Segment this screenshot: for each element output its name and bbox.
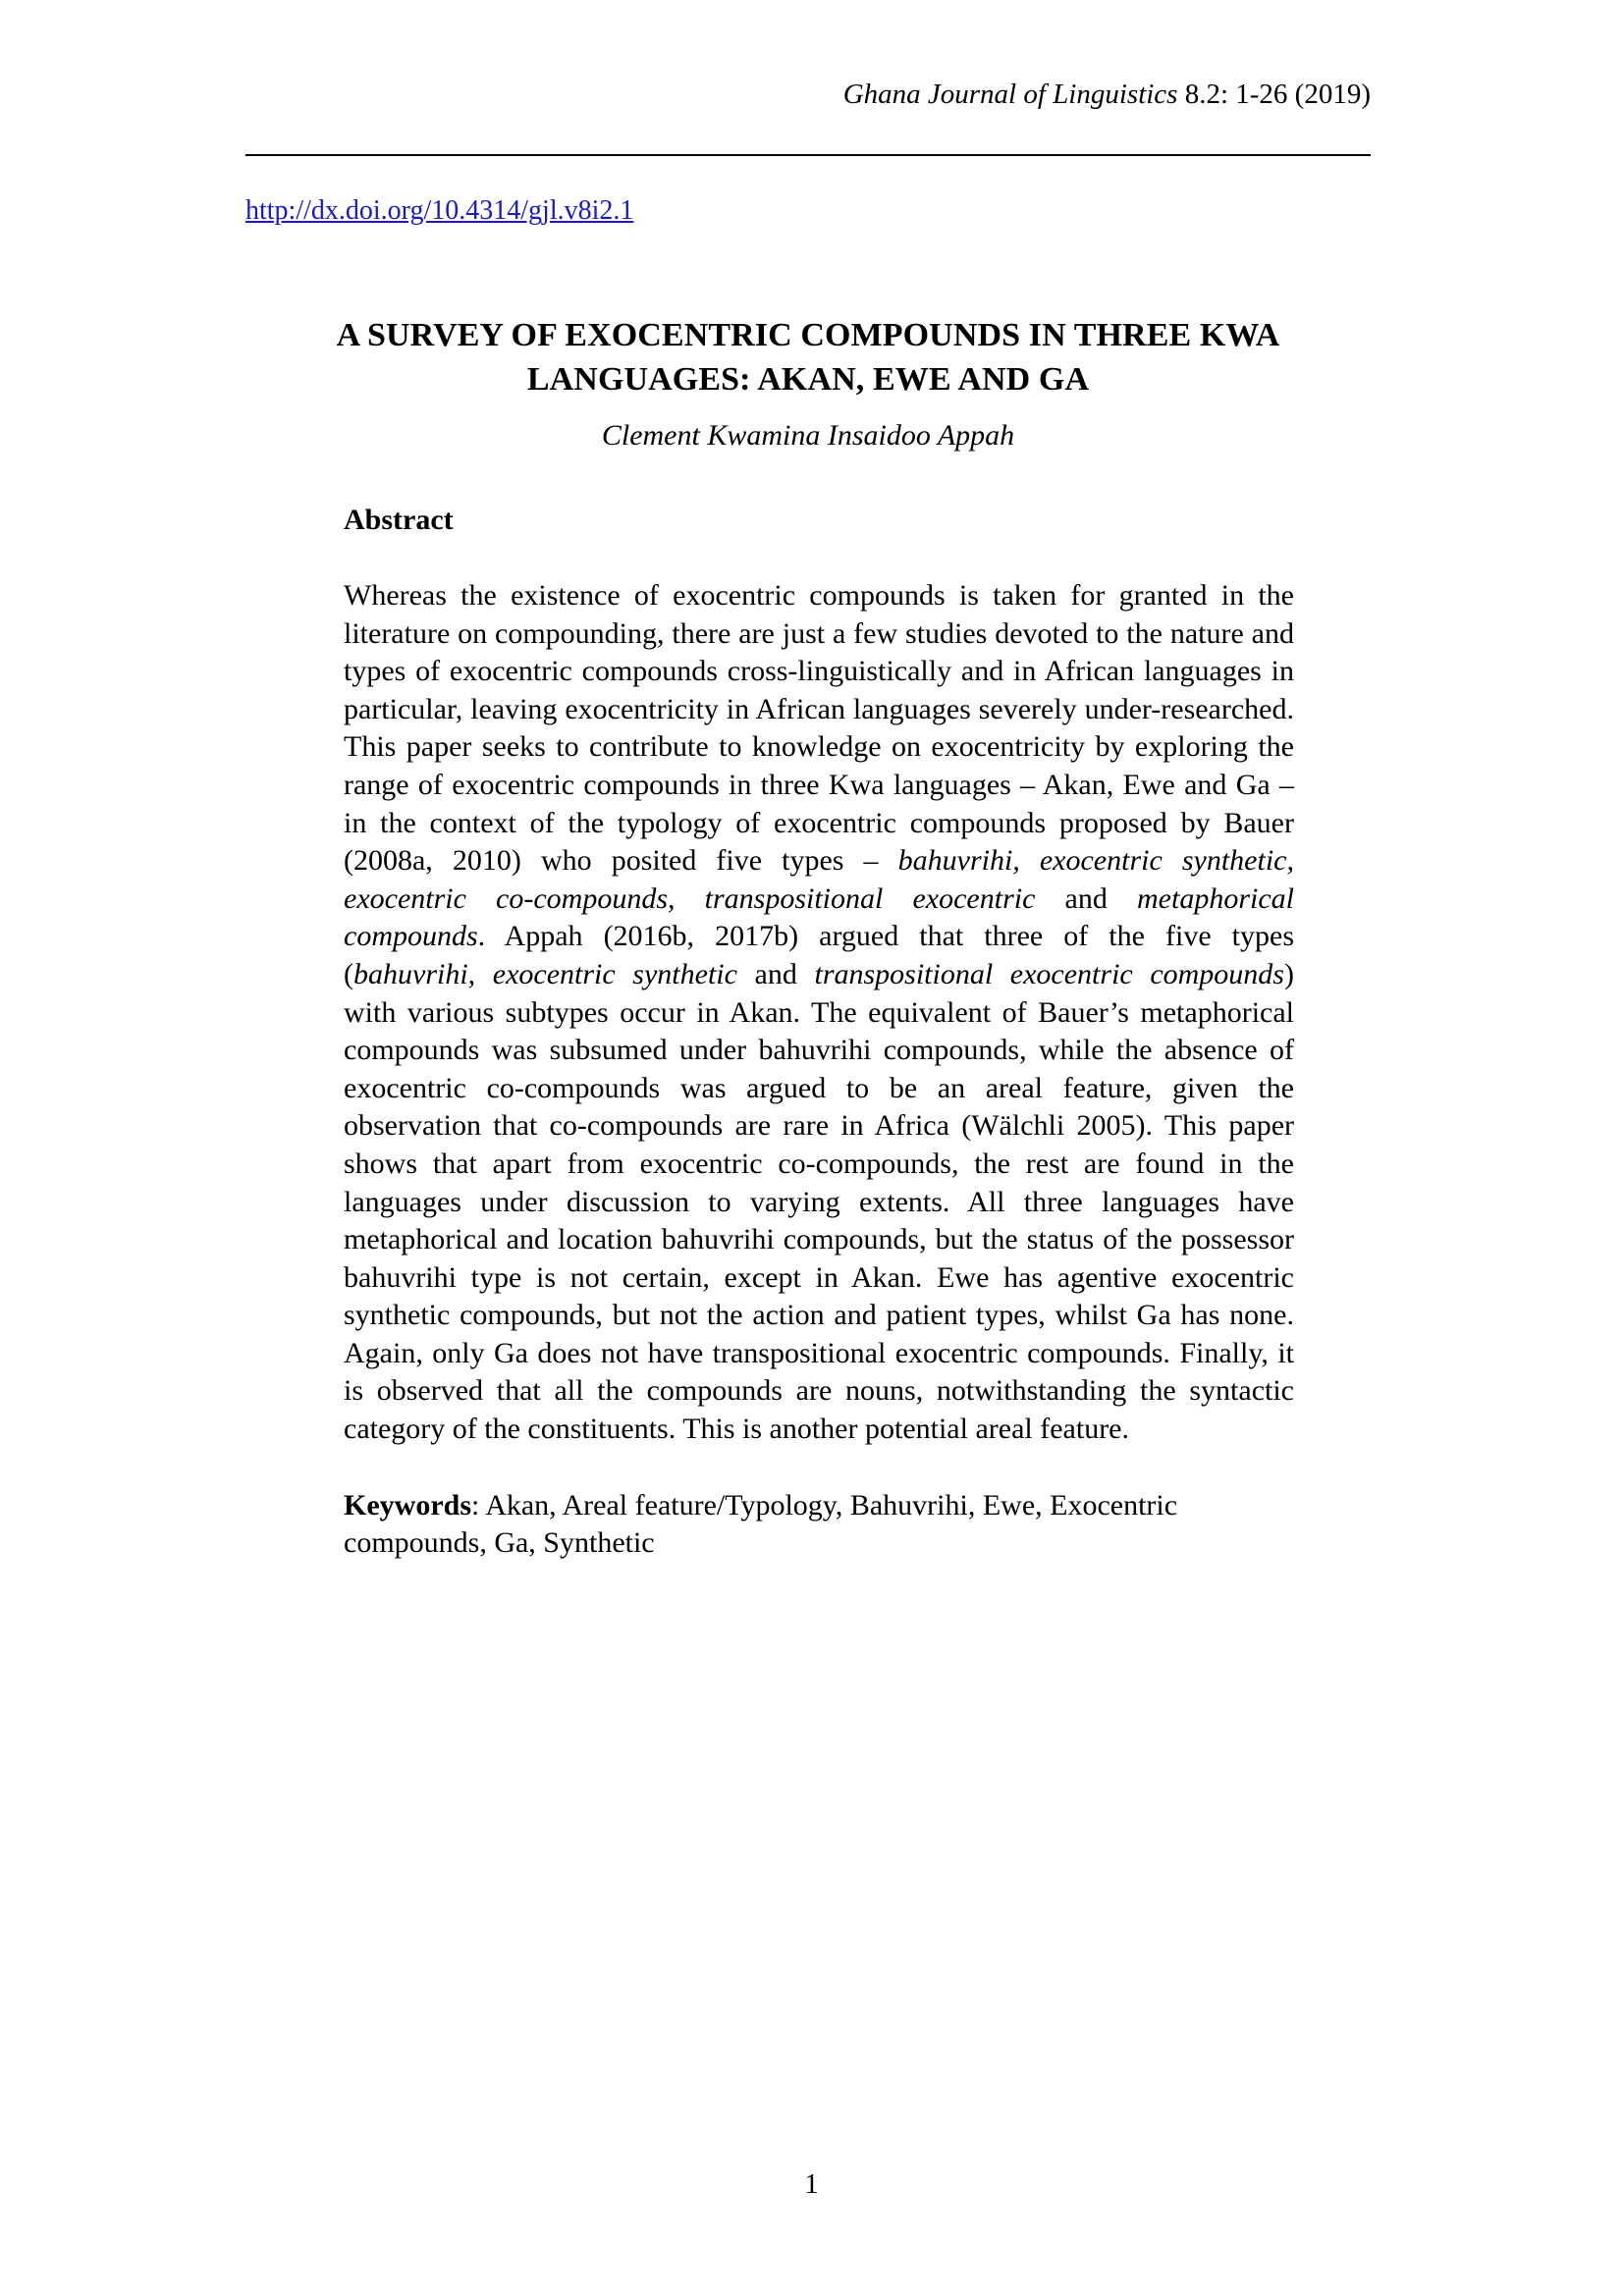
abstract-term-italic: transpositional exocentric compounds	[814, 957, 1284, 990]
header-divider-rule	[245, 154, 1371, 156]
doi-line	[245, 194, 633, 228]
keywords-line	[344, 1487, 1294, 1563]
keywords-separator: :	[471, 1488, 486, 1522]
keywords-list: Akan, Areal feature/Typology, Bahuvrihi, Ewe, Exocentric compounds, Ga, Synthetic	[344, 1488, 1178, 1560]
doi-link[interactable]: http://dx.doi.org/10.4314/gjl.v8i2.1	[245, 195, 634, 226]
abstract-section	[344, 503, 1294, 1563]
keywords-label: Keywords	[344, 1488, 471, 1522]
issue-volume-pages: 8.2: 1-26 (2019)	[1177, 79, 1371, 110]
running-head	[245, 77, 1371, 112]
article-title-line-2: LANGUAGES: AKAN, EWE AND GA	[526, 360, 1090, 398]
page-number: 1	[804, 2168, 819, 2200]
abstract-text-run: and	[1035, 881, 1138, 915]
article-title-line-1: A SURVEY OF EXOCENTRIC COMPOUNDS IN THREE KWA	[336, 316, 1280, 353]
abstract-text-run: ) with various subtypes occur in Akan. The equivalent of Bauer’s metaphorical compounds was subsumed under bahuvrihi compounds, while the absence of exocentric co-compounds was argued to be an areal feature, given the observation that co-compounds are rare in Africa (Wälchli 2005). This paper shows that apart from exocentric co-compounds, the rest are found in the languages under discussion to varying extents. All three languages have metaphorical and location bahuvrihi compounds, but the status of the possessor bahuvrihi type is not certain, except in Akan. Ewe has agentive exocentric synthetic compounds, but not the action and patient types, whilst Ga has none. Again, only Ga does not have transpositional exocentric compounds. Finally, it is observed that all the compounds are nouns, notwithstanding the syntactic category of the constituents. This is another potential areal feature.	[344, 957, 1294, 1446]
abstract-term-italic: bahuvrihi, exocentric synthetic, exocentric co-compounds, transpositional exocentric	[344, 844, 1294, 915]
abstract-text-run: and	[736, 957, 815, 990]
page-title	[245, 313, 1371, 401]
abstract-term-italic: metaphorical compounds	[344, 881, 1294, 953]
abstract-body	[344, 577, 1294, 1449]
abstract-term-italic: bahuvrihi, exocentric synthetic	[353, 957, 737, 990]
abstract-text-run: . Appah (2016b, 2017b) argued that three of the five types (	[344, 920, 1294, 990]
abstract-text-run: Whereas the existence of exocentric compounds is taken for granted in the literature on compounding, there are just a few studies devoted to the nature and types of exocentric compounds cross-linguistically and in African languages in particular, leaving exocentricity in African languages severely under-researched. This paper seeks to contribute to knowledge on exocentricity by exploring the range of exocentric compounds in three Kwa languages – Akan, Ewe and Ga – in the context of the typology of exocentric compounds proposed by Bauer (2008a, 2010) who posited five types –	[344, 579, 1294, 878]
author-name: Clement Kwamina Insaidoo Appah	[601, 419, 1015, 452]
journal-name: Ghana Journal of Linguistics	[842, 79, 1178, 110]
abstract-heading: Abstract	[344, 504, 454, 536]
